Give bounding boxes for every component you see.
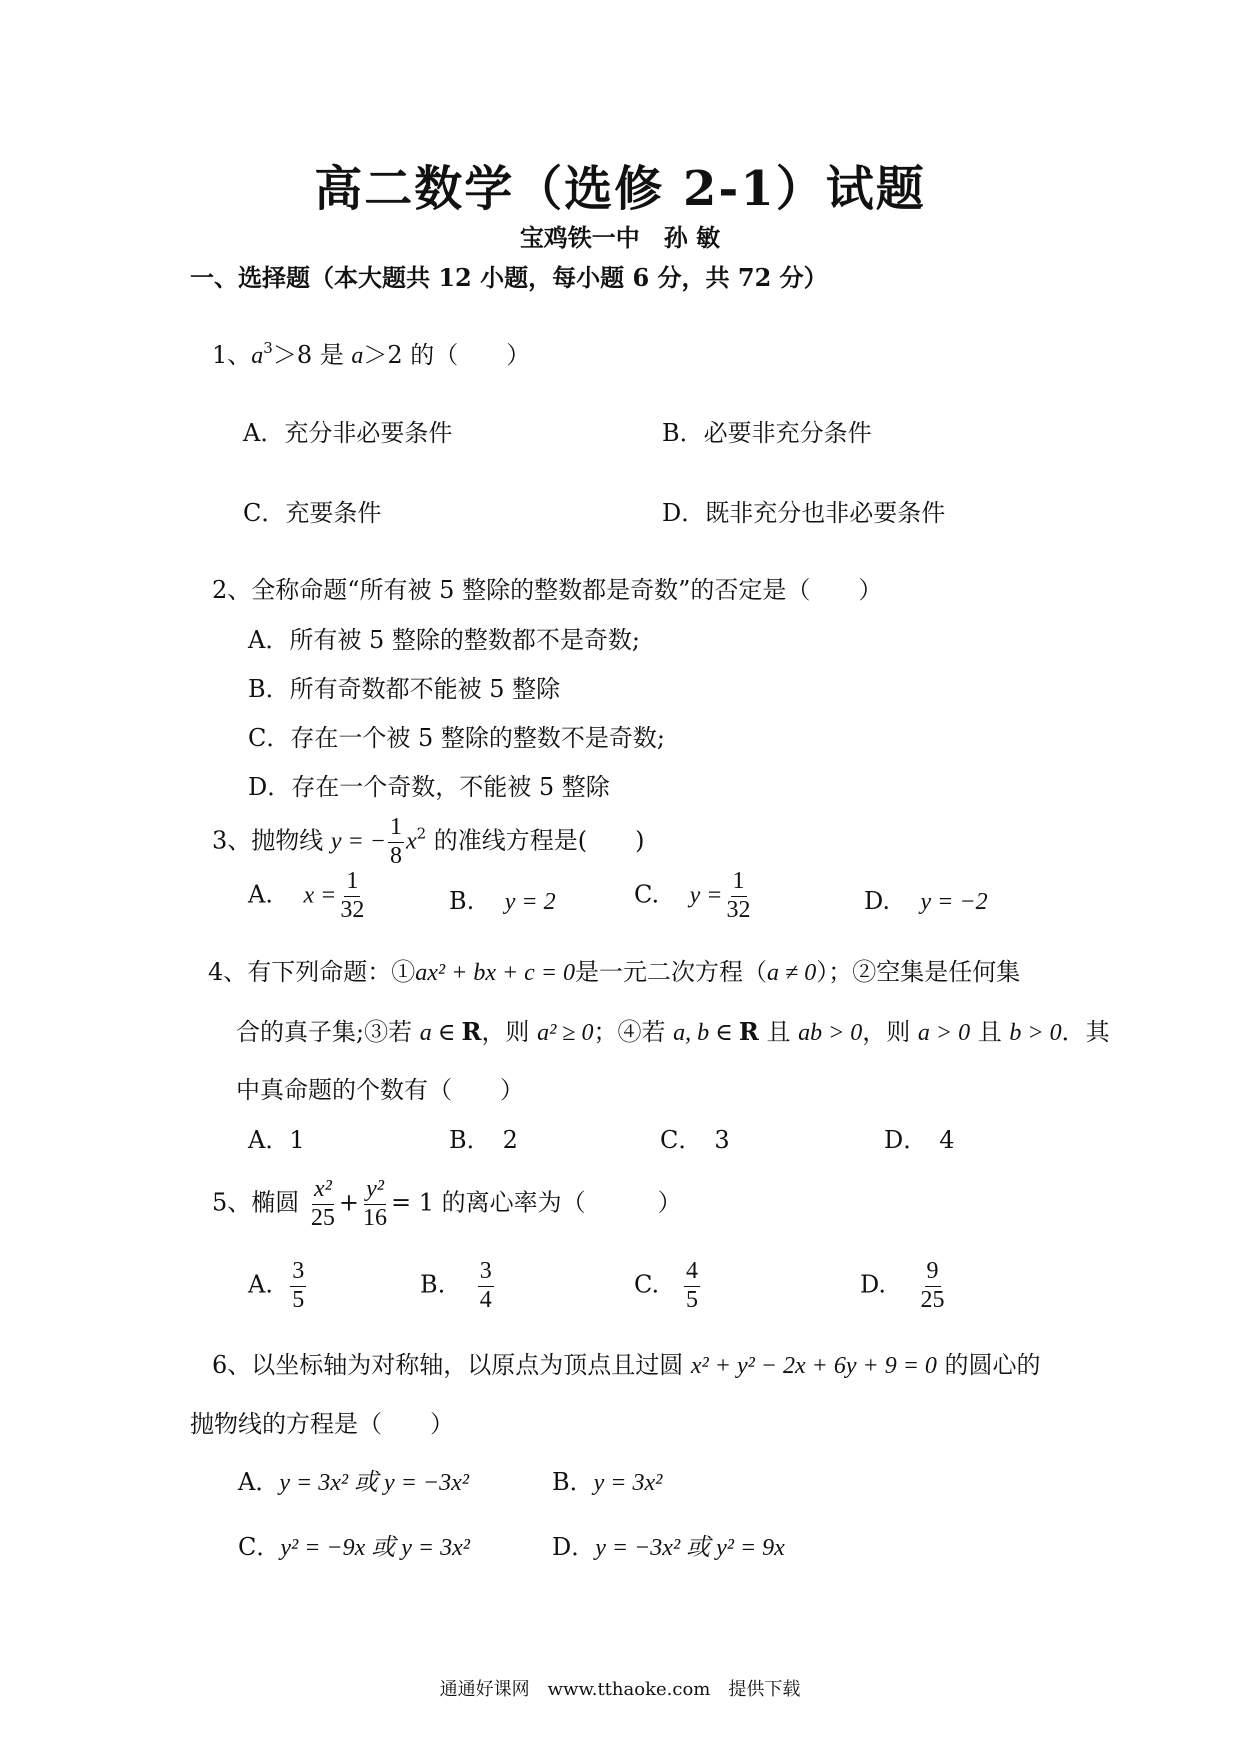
question-5-stem: 5、椭圆 $\frac{\text{x²}}{25}$ + $\frac{\text{y²}}{16}$ = 1 的离心率为（ ） — [212, 1176, 682, 1231]
question-1-option-b: B．必要非充分条件 — [662, 419, 872, 447]
question-4-option-c: C． 3 — [660, 1126, 730, 1154]
question-1-option-a: A．充分非必要条件 — [243, 419, 453, 447]
question-2-option-d: D．存在一个奇数，不能被 5 整除 — [248, 773, 610, 801]
question-4-line-3: 中真命题的个数有（ ） — [236, 1076, 524, 1104]
question-6-option-b: B．y = 3x² — [552, 1468, 663, 1496]
question-1-option-c: C．充要条件 — [243, 499, 382, 527]
fraction: $\frac{1}{32}$ — [726, 868, 751, 923]
question-5-option-b: B. $\frac{3}{4}$ — [420, 1258, 492, 1313]
question-5-option-c: C. $\frac{4}{5}$ — [634, 1258, 699, 1313]
question-2-option-b: B．所有奇数都不能被 5 整除 — [248, 675, 561, 703]
question-2-option-c: C．存在一个被 5 整除的整数不是奇数; — [248, 724, 665, 752]
question-1-stem: 1、$a^3>8$ 是 a＞2 的（ ） — [212, 339, 531, 369]
question-6-option-a: A．y = 3x² 或 y = −3x² — [238, 1468, 469, 1496]
question-2-stem: 2、全称命题“所有被 5 整除的整数都是奇数”的否定是（ ） — [212, 576, 883, 604]
question-3-option-d: D. y = −2 — [864, 887, 988, 915]
question-4-option-d: D． 4 — [884, 1126, 955, 1154]
question-4-line-1: 4、有下列命题：①ax² + bx + c = 0是一元二次方程（a ≠ 0）；②空集是任何集 — [208, 958, 1021, 986]
question-6-line-2: 抛物线的方程是（ ） — [190, 1410, 454, 1438]
fraction: $\frac{3}{5}$ — [292, 1258, 305, 1313]
question-2-option-a: A．所有被 5 整除的整数都不是奇数; — [248, 626, 640, 654]
fraction: $\frac{1}{8}$ — [389, 814, 402, 869]
fraction: $\frac{9}{25}$ — [920, 1258, 945, 1313]
question-5-option-a: A. $\frac{3}{5}$ — [248, 1258, 305, 1313]
question-4-option-a: A．1 — [248, 1126, 305, 1154]
question-3-option-b: B. y = 2 — [449, 887, 556, 915]
question-3-stem: 3、抛物线 y = − $\frac{1}{8}$ $x^2$ 的准线方程是( ) — [212, 814, 645, 869]
section-heading: 一、选择题（本大题共 12 小题，每小题 6 分，共 72 分） — [190, 263, 828, 292]
fraction: $\frac{\text{y²}}{16}$ — [363, 1176, 388, 1231]
fraction: $\frac{4}{5}$ — [686, 1258, 699, 1313]
fraction: $\frac{3}{4}$ — [479, 1258, 492, 1313]
question-3-option-a: A. x = $\frac{1}{32}$ — [248, 868, 365, 923]
question-6-option-d: D．y = −3x² 或 y² = 9x — [552, 1533, 785, 1561]
question-4-line-2: 合的真子集;③若 a ∈ R，则 a² ≥ 0；④若 a, b ∈ R 且 ab > 0，则 a > 0 且 b > 0．其 — [236, 1017, 1110, 1046]
question-6-option-c: C．y² = −9x 或 y = 3x² — [238, 1533, 470, 1561]
exam-title: 高二数学（选修 2-1）试题 — [314, 161, 926, 217]
question-1-option-d: D．既非充分也非必要条件 — [662, 499, 946, 527]
author-line: 宝鸡铁一中 孙 敏 — [519, 223, 721, 252]
fraction: $\frac{1}{32}$ — [340, 868, 365, 923]
fraction: $\frac{\text{x²}}{25}$ — [310, 1176, 335, 1231]
question-6-line-1: 6、以坐标轴为对称轴，以原点为顶点且过圆 x² + y² − 2x + 6y + 9 = 0 的圆心的 — [212, 1351, 1041, 1379]
question-3-option-c: C. y = $\frac{1}{32}$ — [634, 868, 751, 923]
question-4-option-b: B． 2 — [449, 1126, 518, 1154]
page-footer: 通通好课网 www.tthaoke.com 提供下载 — [439, 1679, 801, 1700]
question-5-option-d: D. $\frac{9}{25}$ — [860, 1258, 945, 1313]
